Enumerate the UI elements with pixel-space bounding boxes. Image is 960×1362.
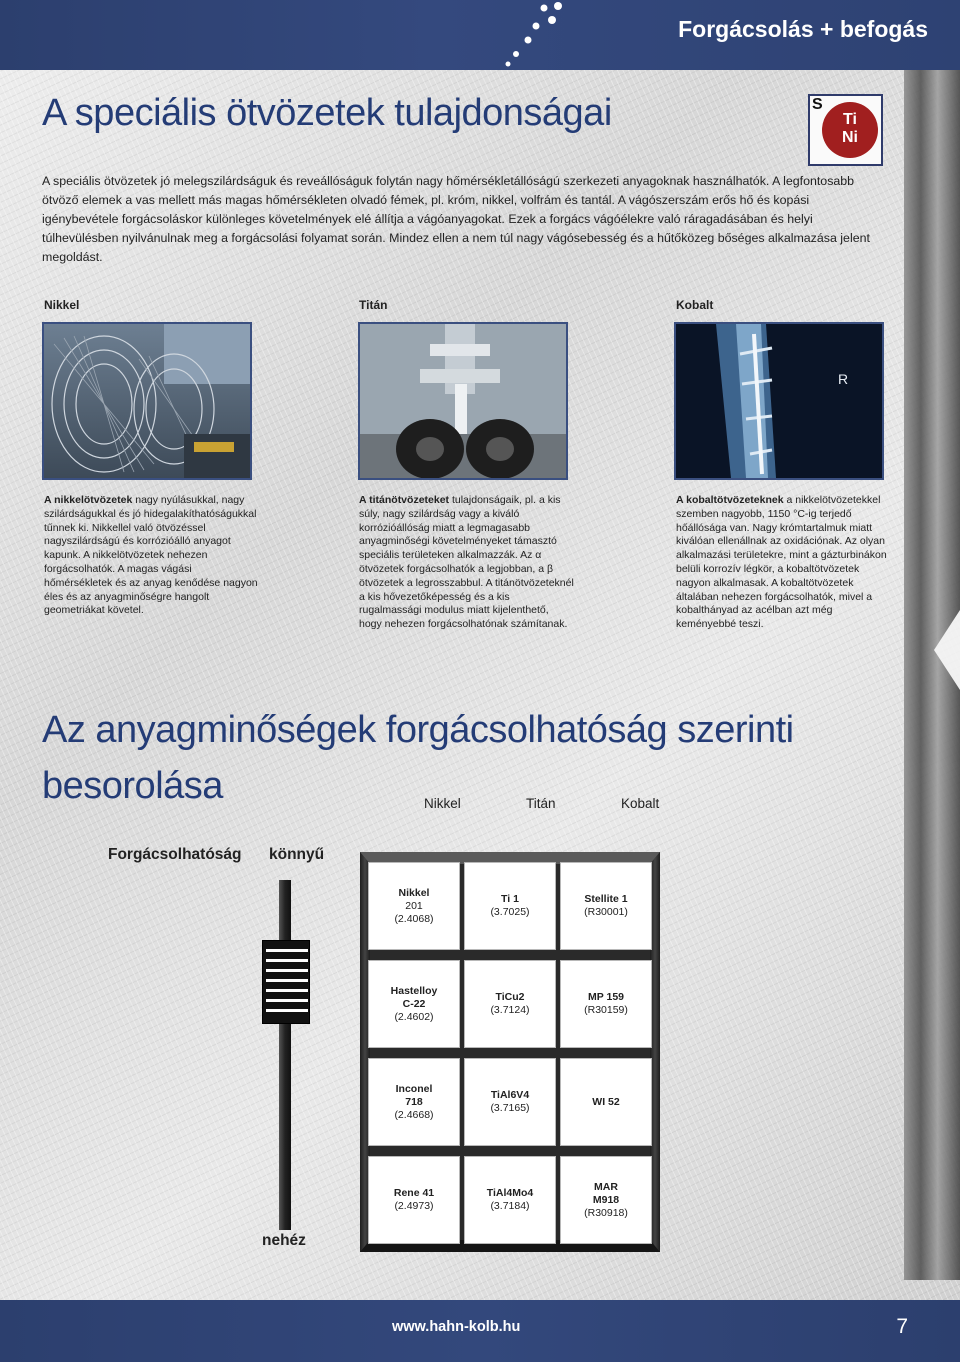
cell-code: 718 [405, 1095, 423, 1108]
cell-name: Inconel [395, 1082, 433, 1095]
badge-circle [822, 102, 878, 158]
cell-name: Nikkel [398, 886, 430, 899]
badge-letter: S [812, 96, 823, 113]
decorative-dots [500, 0, 580, 70]
nickel-lead: A nikkelötvözetek [44, 494, 133, 506]
page-number: 7 [896, 1315, 908, 1338]
titanium-description [359, 494, 574, 632]
landing-gear-photo [358, 322, 568, 480]
titanium-text: tulajdonságaik, pl. a kis súly, nagy szilárdság vagy a kiváló korrózióállóság miatt a legmagasabb anyagminőségi követelményeket támasztó speciális területeken alkalmazzák. Az α ötvözetek forgácsolhatók a legjobban, a β ötvözetek a legrosszabbul. A titánötvözeteknél a kis hővezetőképesség és a kis rugalmassági modulus miatt kijelenthető, hogy nehezen forgácsolhatónak számítanak. [359, 494, 574, 631]
cell-name: Stellite 1 [584, 893, 628, 905]
cell-name: TiAl6V4 [490, 1089, 530, 1101]
column-label-titanium: Titán [359, 298, 388, 312]
cell-number: (R30918) [584, 1206, 628, 1219]
grid-cell [560, 1058, 652, 1146]
cell-code: C-22 [402, 997, 426, 1010]
grid-cell [368, 960, 460, 1048]
material-group-badge [808, 94, 883, 166]
hard-label: nehéz [262, 1232, 306, 1249]
cell-name: MP 159 [588, 991, 624, 1003]
grid-cell [464, 862, 556, 950]
cell-number: (R30001) [584, 906, 628, 918]
cell-number: (3.7184) [490, 1200, 530, 1212]
machinability-label: Forgácsolhatóság [108, 846, 242, 863]
cell-number: (2.4068) [394, 912, 434, 925]
material-grid [360, 852, 660, 1252]
grid-cell [464, 1058, 556, 1146]
section-title: Forgácsolás + befogás [678, 16, 928, 42]
xray-marker: R [838, 371, 849, 387]
nickel-description [44, 494, 259, 618]
cell-name: Rene 41 [393, 1187, 435, 1199]
column-label-cobalt: Kobalt [676, 298, 714, 312]
machinability-scale-track [279, 880, 291, 1230]
cell-number: (2.4668) [394, 1108, 434, 1121]
grid-cell [368, 1156, 460, 1244]
grid-cell [368, 862, 460, 950]
cell-name: WI 52 [592, 1095, 620, 1108]
header-band [0, 0, 960, 70]
material-header-cobalt: Kobalt [621, 796, 660, 811]
footer-band [0, 1300, 960, 1362]
cell-number: (R30159) [584, 1004, 628, 1016]
decorative-metal-strip [904, 70, 960, 1280]
cell-number: (2.4973) [394, 1200, 434, 1212]
material-header-titanium: Titán [526, 796, 556, 811]
cobalt-text: a nikkelötvözetekkel szemben nagyobb, 1150 °C-ig terjedő hőállósága van. Nagy krómtartalmuk miatt kiválóan ellenállnak az oxidációnak. Az olyan alkalmazási területekre, mint a gázturbinákon belüli korrozív légkör, a kobaltötvözetek nagyon alkalmasak. A kobaltötvözetek általában nehezen forgácsolhatók, mivel a kobalthányad az acélban azt még keményebbé teszi. [676, 494, 887, 631]
cell-name: Ti 1 [501, 893, 519, 905]
cell-number: (3.7124) [490, 1004, 530, 1016]
titanium-lead: A titánötvözeteket [359, 494, 450, 506]
cobalt-lead: A kobaltötvözeteknek [676, 494, 784, 506]
badge-line-1: Ti [843, 111, 857, 128]
intro-paragraph: A speciális ötvözetek jó melegszilárdságuk és reveállóságuk folytán nagy hőmérsékletállóságú szerkezeti anyagoknak használhatók. A legfontosabb ötvöző elemek a vas mellett más magas hőmérsékleten olvadó fémek, pl. króm, nikkel, volfrám és tantál. A vágószerszám erős hő és kopási igénybevétele forgácsoláskor különleges követelmények elé állítja a vágóanyagokat. Ezek a forgács vágóélekre való ráragadásában és helyi túlhevülésben nyilvánulnak meg a forgácsolási folyamat során. Mindez ellen a nem túl nagy vágósebesség és a hűtőközeg bőséges alkalmazása jelent megoldást. [42, 174, 870, 264]
page-title: A speciális ötvözetek tulajdonságai [42, 92, 612, 134]
cell-name: MAR [594, 1180, 618, 1193]
grid-cell [560, 862, 652, 950]
cell-number: (3.7025) [490, 906, 530, 918]
grid-cell [560, 1156, 652, 1244]
cell-number: (3.7165) [490, 1102, 530, 1114]
triangle-marker-icon [934, 610, 960, 690]
cell-number: (2.4602) [394, 1010, 434, 1023]
classification-title-line-2: besorolása [42, 765, 223, 807]
cell-code: 201 [405, 899, 423, 912]
cell-name: TiCu2 [495, 991, 525, 1003]
machinability-scale-knob [262, 940, 310, 1024]
cell-code: M918 [592, 1193, 620, 1206]
turbine-photo [42, 322, 252, 480]
column-label-nickel: Nikkel [44, 298, 80, 312]
grid-cell [464, 1156, 556, 1244]
nickel-text: nagy nyúlásukkal, nagy szilárdságukkal és jó hidegalakíthatóságukkal tűnnek ki. Nikkellel való ötvözéssel nagyszilárdságú és korrózióálló anyagot kapunk. A nikkelötvözetek nehezen forgácsolhatók. A magas vágási hőmérsékletek és az anyag kenődése nagyon éles és az anyagminőségre hangolt geometriákat követel. [44, 494, 258, 617]
classification-title-line-1: Az anyagminőségek forgácsolhatóság szerinti [42, 709, 794, 751]
material-header-nickel: Nikkel [424, 796, 461, 811]
badge-line-2: Ni [842, 129, 858, 146]
grid-cell [560, 960, 652, 1048]
grid-cell [464, 960, 556, 1048]
grid-cell [368, 1058, 460, 1146]
easy-label: könnyű [269, 846, 325, 863]
cell-name: TiAl4Mo4 [486, 1187, 534, 1199]
cell-name: Hastelloy [390, 984, 438, 997]
cobalt-description [676, 494, 891, 632]
footer-url[interactable]: www.hahn-kolb.hu [392, 1319, 521, 1335]
xray-photo [674, 322, 884, 480]
